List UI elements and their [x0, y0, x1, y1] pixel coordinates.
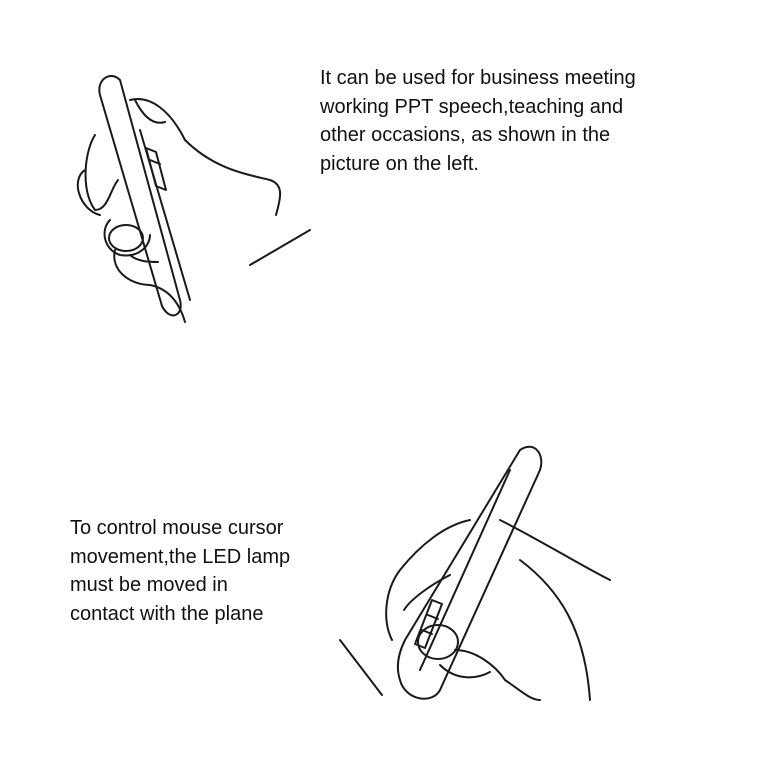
- bottom-caption-line: must be moved in: [70, 574, 228, 596]
- top-caption-line: working PPT speech,teaching and: [320, 95, 624, 118]
- bottom-caption: [70, 514, 290, 628]
- bottom-caption-line: movement,the LED lamp: [70, 545, 291, 568]
- top-caption-line: picture on the left.: [320, 152, 479, 175]
- top-caption-line: It can be used for business meeting: [320, 67, 636, 89]
- bottom-caption-line: contact with the plane: [70, 602, 264, 625]
- top-caption: [320, 64, 636, 178]
- bottom-caption-line: To control mouse cursor: [70, 517, 284, 539]
- top-caption-line: other occasions, as shown in the: [320, 124, 611, 146]
